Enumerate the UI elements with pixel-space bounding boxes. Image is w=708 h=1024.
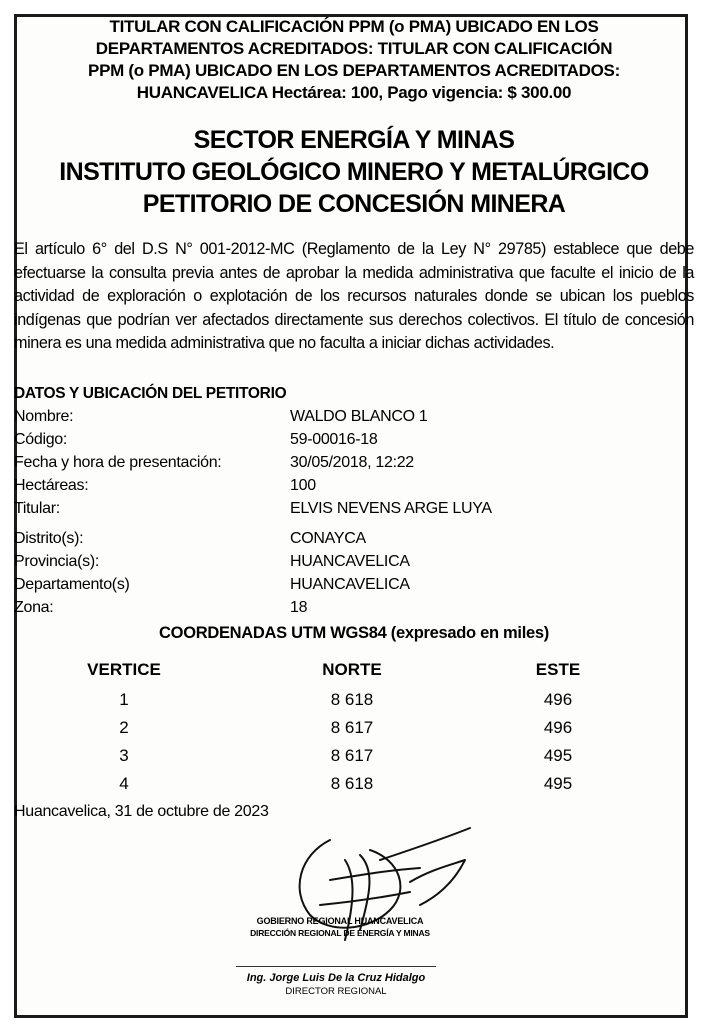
detail-value: CONAYCA <box>290 530 366 547</box>
detail-label: Nombre: <box>14 408 74 425</box>
vertex-cell: 3 <box>119 746 129 765</box>
north-cell: 8 617 <box>330 718 374 737</box>
north-cell: 8 618 <box>330 690 374 709</box>
header-line-3: PPM (o PMA) UBICADO EN LOS DEPARTAMENTOS ACREDITADOS: <box>88 61 620 80</box>
detail-value: 18 <box>290 599 308 616</box>
detail-row <box>14 530 654 552</box>
signer-role: DIRECTOR REGIONAL <box>285 986 387 997</box>
title-line-1: SECTOR ENERGÍA Y MINAS <box>193 126 515 154</box>
detail-label: Distrito(s): <box>14 530 84 547</box>
notice-header <box>14 16 694 104</box>
stamp-line-1: GOBIERNO REGIONAL HUANCAVELICA <box>256 916 424 926</box>
detail-label: Hectáreas: <box>14 477 89 494</box>
coordinates-title: COORDENADAS UTM WGS84 (expresado en miles) <box>159 624 549 642</box>
detail-label: Titular: <box>14 500 60 517</box>
header-line-4: HUANCAVELICA Hectárea: 100, Pago vigencia: $ 300.00 <box>136 83 572 102</box>
vertex-cell: 4 <box>119 774 129 793</box>
detail-row <box>14 576 654 598</box>
east-cell: 495 <box>543 746 573 765</box>
detail-row <box>14 500 654 522</box>
stamp-line-2: DIRECCIÓN REGIONAL DE ENERGÍA Y MINAS <box>250 928 430 938</box>
column-header-vertice: VERTICE <box>87 660 161 679</box>
north-cell: 8 617 <box>330 746 374 765</box>
signature-line <box>236 966 436 967</box>
detail-value: WALDO BLANCO 1 <box>290 408 428 425</box>
east-cell: 496 <box>543 690 573 709</box>
detail-row <box>14 408 654 430</box>
detail-label: Departamento(s) <box>14 576 130 593</box>
header-line-2: DEPARTAMENTOS ACREDITADOS: TITULAR CON CALIFICACIÓN <box>95 39 613 58</box>
signer-name: Ing. Jorge Luis De la Cruz Hidalgo <box>246 972 426 984</box>
detail-row <box>14 454 654 476</box>
vertex-cell: 1 <box>119 690 129 709</box>
date-line: Huancavelica, 31 de octubre de 2023 <box>14 803 269 820</box>
detail-row <box>14 431 654 453</box>
north-cell: 8 618 <box>330 774 374 793</box>
header-line-1: TITULAR CON CALIFICACIÓN PPM (o PMA) UBICADO EN LOS <box>109 17 599 36</box>
column-header-este: ESTE <box>535 660 581 679</box>
detail-value: HUANCAVELICA <box>290 576 410 593</box>
vertex-cell: 2 <box>119 718 129 737</box>
east-cell: 496 <box>543 718 573 737</box>
detail-value: 30/05/2018, 12:22 <box>290 454 414 471</box>
column-header-norte: NORTE <box>322 660 382 679</box>
title-line-3: PETITORIO DE CONCESIÓN MINERA <box>142 190 566 218</box>
detail-value: 100 <box>290 477 316 494</box>
detail-row <box>14 599 654 621</box>
legal-paragraph: El artículo 6° del D.S N° 001-2012-MC (Reglamento de la Ley N° 29785) establece que debe efectuarse la consulta previa antes de aprobar la medida administrativa que faculte el inicio de la actividad de exploración o explotación de los recursos naturales donde se ubican los pueblos indígenas que podrían ver afectados directamente sus derechos colectivos. El título de concesión minera es una medida administrativa que no faculta a iniciar dichas actividades. <box>14 240 694 352</box>
detail-value: ELVIS NEVENS ARGE LUYA <box>290 500 492 517</box>
detail-label: Zona: <box>14 599 54 616</box>
detail-label: Provincia(s): <box>14 553 100 570</box>
detail-row <box>14 553 654 575</box>
detail-label: Código: <box>14 431 68 448</box>
notice-title <box>14 124 694 220</box>
section-title: DATOS Y UBICACIÓN DEL PETITORIO <box>14 385 287 402</box>
east-cell: 495 <box>543 774 573 793</box>
detail-row <box>14 477 654 499</box>
title-line-2: INSTITUTO GEOLÓGICO MINERO Y METALÚRGICO <box>59 158 649 186</box>
detail-value: 59-00016-18 <box>290 431 378 448</box>
detail-value: HUANCAVELICA <box>290 553 410 570</box>
detail-label: Fecha y hora de presentación: <box>14 454 222 471</box>
